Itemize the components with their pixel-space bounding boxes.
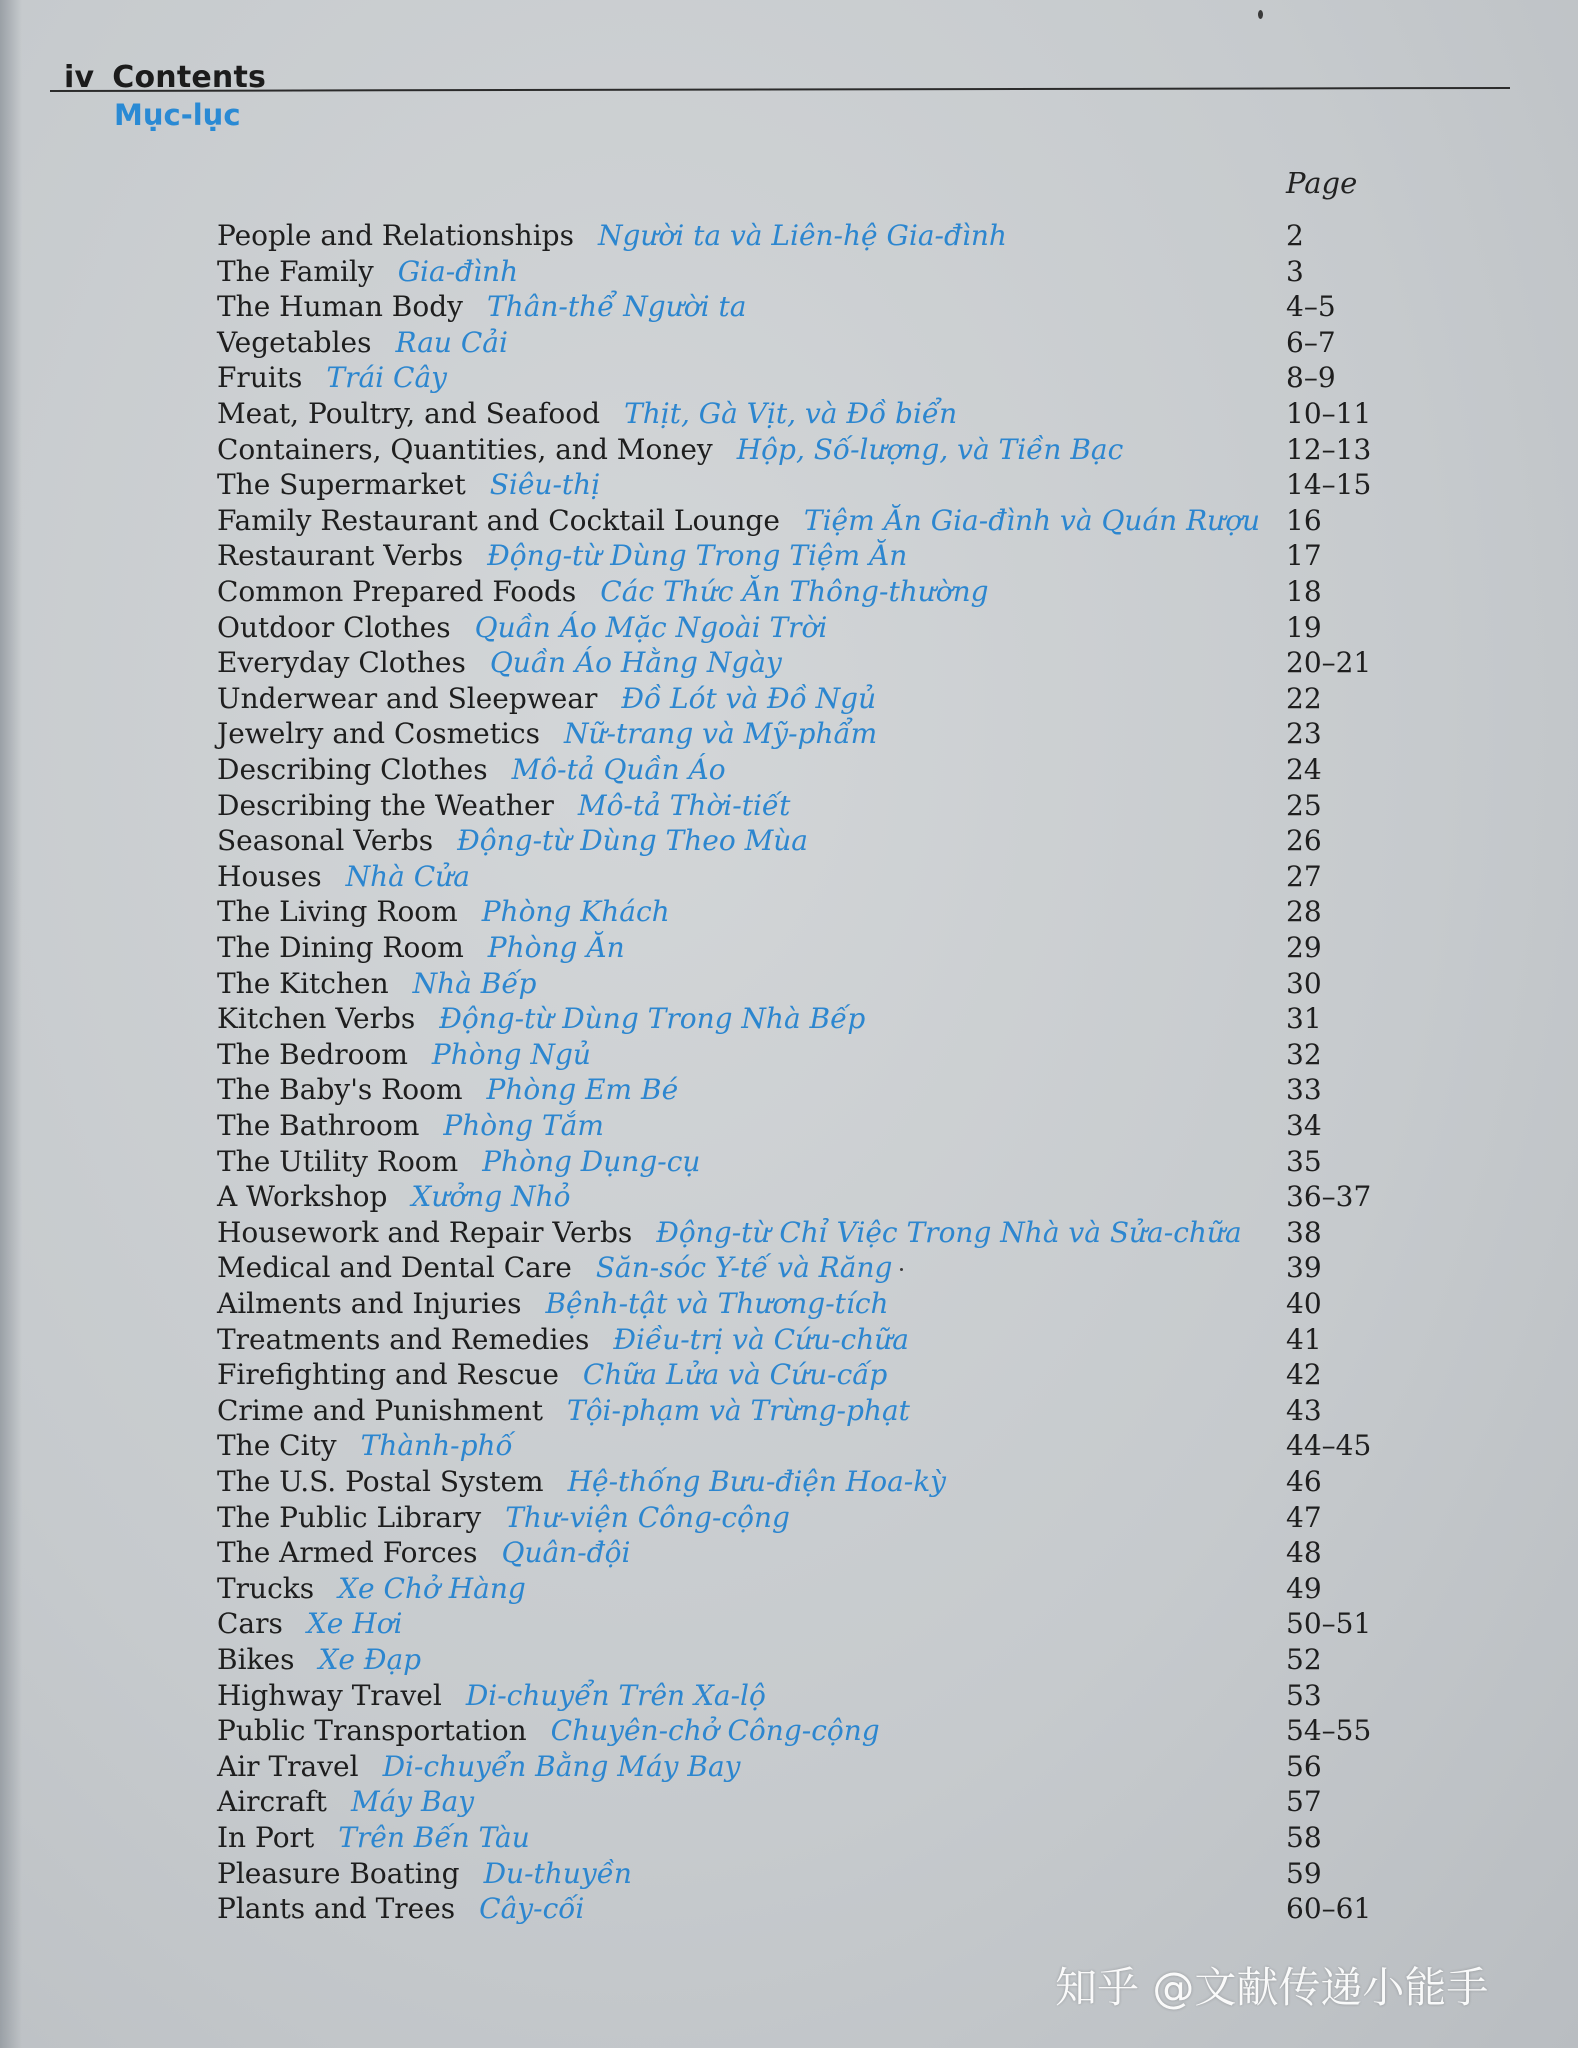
- toc-entry: [217, 1535, 630, 1571]
- toc-entry-english-title: The City: [217, 1429, 337, 1462]
- toc-entry-english-title: Fruits: [217, 361, 303, 394]
- toc-entry-page-number: 4–5: [1286, 290, 1336, 323]
- toc-entry-english-title: Air Travel: [217, 1750, 359, 1783]
- toc-entry: [217, 1571, 526, 1607]
- toc-entry-page-number: 42: [1286, 1358, 1322, 1391]
- toc-entry-english-title: The Utility Room: [217, 1145, 459, 1178]
- toc-entry: [217, 396, 957, 432]
- toc-entry-vietnamese-title: Thành-phố: [360, 1429, 513, 1462]
- toc-entry-vietnamese-title: Săn-sóc Y-tế và Răng: [595, 1251, 893, 1284]
- toc-entry: [217, 1642, 421, 1678]
- toc-entry: [217, 1749, 740, 1785]
- toc-entry-english-title: Describing Clothes: [217, 753, 488, 786]
- toc-entry-vietnamese-title: Máy Bay: [350, 1785, 475, 1818]
- toc-entry-page-number: 36–37: [1286, 1180, 1372, 1213]
- toc-entry-page-number: 60–61: [1286, 1892, 1372, 1925]
- header-title: Contents: [112, 60, 267, 95]
- toc-entry-vietnamese-title: Bệnh-tật và Thương-tích: [545, 1287, 889, 1320]
- toc-entry-english-title: Describing the Weather: [217, 789, 554, 822]
- toc-entry-english-title: The Dining Room: [217, 931, 464, 964]
- toc-entry: [217, 1215, 1242, 1251]
- page-shadow-edge: [0, 0, 22, 2048]
- toc-entry: [217, 432, 1123, 468]
- toc-entry-english-title: Treatments and Remedies: [217, 1323, 590, 1356]
- toc-entry-page-number: 59: [1286, 1857, 1322, 1890]
- toc-entry: [217, 1820, 530, 1856]
- toc-entry-english-title: Aircraft: [217, 1785, 327, 1818]
- toc-entry: [217, 752, 726, 788]
- toc-entry-english-title: Pleasure Boating: [217, 1857, 460, 1890]
- toc-entry-english-title: Ailments and Injuries: [217, 1287, 522, 1320]
- toc-entry-vietnamese-title: Di-chuyển Bằng Máy Bay: [382, 1750, 741, 1783]
- toc-entry-english-title: Meat, Poultry, and Seafood: [217, 397, 601, 430]
- toc-entry: [217, 788, 790, 824]
- vietnamese-subtitle: Mục-lục: [114, 98, 241, 132]
- toc-entry-english-title: Family Restaurant and Cocktail Lounge: [217, 504, 780, 537]
- toc-entry-english-title: The Bedroom: [217, 1038, 408, 1071]
- toc-entry-page-number: 43: [1286, 1394, 1322, 1427]
- toc-entry-english-title: Jewelry and Cosmetics: [217, 717, 540, 750]
- toc-entry-english-title: Bikes: [217, 1643, 295, 1676]
- toc-entry-vietnamese-title: Động-từ Dùng Trong Tiệm Ăn: [487, 539, 908, 572]
- toc-entry-vietnamese-title: Mô-tả Thời-tiết: [577, 789, 791, 822]
- toc-entry-page-number: 32: [1286, 1038, 1322, 1071]
- toc-entry-page-number: 3: [1286, 255, 1304, 288]
- toc-entry-page-number: 8–9: [1286, 361, 1336, 394]
- toc-entry-english-title: Plants and Trees: [217, 1892, 456, 1925]
- toc-entry-vietnamese-title: Quân-đội: [501, 1536, 631, 1569]
- toc-entry-vietnamese-title: Di-chuyển Trên Xa-lộ: [465, 1679, 766, 1712]
- toc-entry: [217, 1678, 766, 1714]
- toc-entry-vietnamese-title: Đồ Lót và Đồ Ngủ: [621, 682, 877, 715]
- toc-entry-english-title: Vegetables: [217, 326, 372, 359]
- dust-speck: [1258, 10, 1263, 19]
- toc-entry: [217, 538, 907, 574]
- toc-entry: [217, 574, 989, 610]
- dust-speck: [900, 1268, 903, 1271]
- toc-entry-english-title: Everyday Clothes: [217, 646, 466, 679]
- toc-entry-english-title: Outdoor Clothes: [217, 611, 451, 644]
- toc-entry-english-title: The Armed Forces: [217, 1536, 478, 1569]
- toc-entry: [217, 966, 536, 1002]
- toc-entry-english-title: Highway Travel: [217, 1679, 442, 1712]
- toc-entry-english-title: The U.S. Postal System: [217, 1465, 544, 1498]
- toc-entry-english-title: Seasonal Verbs: [217, 824, 434, 857]
- toc-entry-vietnamese-title: Xe Chở Hàng: [338, 1572, 526, 1605]
- toc-entry-english-title: Crime and Punishment: [217, 1394, 544, 1427]
- toc-entry-english-title: Underwear and Sleepwear: [217, 682, 598, 715]
- toc-entry: [217, 1322, 909, 1358]
- toc-entry-vietnamese-title: Trái Cây: [326, 361, 447, 394]
- toc-entry-page-number: 40: [1286, 1287, 1322, 1320]
- toc-entry-vietnamese-title: Thịt, Gà Vịt, và Đồ biển: [624, 397, 958, 430]
- toc-entry-page-number: 49: [1286, 1572, 1322, 1605]
- toc-entry-english-title: The Human Body: [217, 290, 463, 323]
- toc-entry-page-number: 38: [1286, 1216, 1322, 1249]
- toc-entry-page-number: 46: [1286, 1465, 1322, 1498]
- toc-entry-vietnamese-title: Động-từ Dùng Theo Mùa: [457, 824, 808, 857]
- toc-entry-english-title: The Family: [217, 255, 374, 288]
- toc-entry: [217, 1072, 678, 1108]
- toc-entry-vietnamese-title: Động-từ Dùng Trong Nhà Bếp: [439, 1002, 866, 1035]
- toc-entry-english-title: The Public Library: [217, 1501, 482, 1534]
- toc-entry-page-number: 54–55: [1286, 1714, 1372, 1747]
- toc-entry-vietnamese-title: Nữ-trang và Mỹ-phẩm: [563, 717, 878, 750]
- toc-entry: [217, 823, 808, 859]
- toc-entry-page-number: 23: [1286, 717, 1322, 750]
- toc-entry: [217, 325, 508, 361]
- toc-entry-english-title: Restaurant Verbs: [217, 539, 464, 572]
- toc-entry-page-number: 41: [1286, 1323, 1322, 1356]
- toc-entry-english-title: In Port: [217, 1821, 315, 1854]
- toc-entry-page-number: 17: [1286, 539, 1322, 572]
- toc-entry-page-number: 27: [1286, 860, 1322, 893]
- toc-entry-english-title: People and Relationships: [217, 219, 574, 252]
- toc-entry-page-number: 14–15: [1286, 468, 1372, 501]
- watermark-text: 知乎 @文献传递小能手: [1055, 1963, 1489, 2012]
- toc-entry-page-number: 30: [1286, 967, 1322, 1000]
- toc-entry-vietnamese-title: Chuyên-chở Công-cộng: [550, 1714, 880, 1747]
- toc-entry-vietnamese-title: Xe Đạp: [318, 1643, 422, 1676]
- toc-entry: [217, 1891, 584, 1927]
- toc-entry: [217, 1464, 946, 1500]
- toc-entry: [217, 1286, 889, 1322]
- toc-entry-page-number: 19: [1286, 611, 1322, 644]
- toc-entry: [217, 1144, 700, 1180]
- toc-entry-vietnamese-title: Chữa Lửa và Cứu-cấp: [582, 1358, 888, 1391]
- toc-entry-page-number: 47: [1286, 1501, 1322, 1534]
- toc-entry-vietnamese-title: Các Thức Ăn Thông-thường: [600, 575, 989, 608]
- toc-entry-page-number: 22: [1286, 682, 1322, 715]
- toc-entry: [217, 716, 877, 752]
- toc-entry: [217, 254, 518, 290]
- header-page-number: iv: [64, 60, 95, 95]
- toc-entry: [217, 1713, 880, 1749]
- toc-entry-english-title: Containers, Quantities, and Money: [217, 433, 713, 466]
- toc-entry-english-title: Housework and Repair Verbs: [217, 1216, 633, 1249]
- toc-entry-vietnamese-title: Thư-viện Công-cộng: [505, 1501, 790, 1534]
- toc-entry-page-number: 53: [1286, 1679, 1322, 1712]
- toc-entry-vietnamese-title: Rau Cải: [395, 326, 508, 359]
- toc-entry-english-title: Medical and Dental Care: [217, 1251, 572, 1284]
- toc-entry-english-title: The Bathroom: [217, 1109, 420, 1142]
- toc-entry-vietnamese-title: Người ta và Liên-hệ Gia-đình: [597, 219, 1007, 252]
- toc-entry-page-number: 50–51: [1286, 1607, 1372, 1640]
- toc-entry: [217, 1856, 632, 1892]
- toc-entry: [217, 1606, 403, 1642]
- toc-entry: [217, 610, 827, 646]
- toc-entry-page-number: 16: [1286, 504, 1322, 537]
- toc-entry-page-number: 28: [1286, 895, 1322, 928]
- toc-entry-english-title: Public Transportation: [217, 1714, 527, 1747]
- toc-entry-page-number: 44–45: [1286, 1429, 1372, 1462]
- toc-entry-vietnamese-title: Phòng Ngủ: [431, 1038, 591, 1071]
- toc-entry-english-title: The Baby's Room: [217, 1073, 463, 1106]
- toc-entry-english-title: Common Prepared Foods: [217, 575, 577, 608]
- toc-entry: [217, 1179, 570, 1215]
- toc-entry: [217, 467, 600, 503]
- toc-entry-page-number: 25: [1286, 789, 1322, 822]
- toc-entry-vietnamese-title: Trên Bến Tàu: [338, 1821, 530, 1854]
- toc-entry: [217, 681, 876, 717]
- toc-entry-vietnamese-title: Du-thuyền: [483, 1857, 632, 1890]
- toc-entry-page-number: 26: [1286, 824, 1322, 857]
- toc-entry-english-title: Cars: [217, 1607, 283, 1640]
- toc-entry-page-number: 35: [1286, 1145, 1322, 1178]
- toc-entry-page-number: 6–7: [1286, 326, 1336, 359]
- toc-entry-page-number: 10–11: [1286, 397, 1372, 430]
- toc-entry-vietnamese-title: Hệ-thống Bưu-điện Hoa-kỳ: [567, 1465, 947, 1498]
- toc-entry-vietnamese-title: Xưởng Nhỏ: [411, 1180, 571, 1213]
- toc-entry-english-title: Kitchen Verbs: [217, 1002, 416, 1035]
- toc-entry: [217, 930, 625, 966]
- toc-entry: [217, 1037, 591, 1073]
- toc-entry-page-number: 18: [1286, 575, 1322, 608]
- toc-entry-vietnamese-title: Tiệm Ăn Gia-đình và Quán Rượu: [803, 504, 1261, 537]
- toc-entry-vietnamese-title: Phòng Khách: [481, 895, 670, 928]
- toc-entry: [217, 218, 1007, 254]
- toc-entry-english-title: A Workshop: [217, 1180, 388, 1213]
- toc-entry-page-number: 39: [1286, 1251, 1322, 1284]
- toc-entry: [217, 360, 447, 396]
- toc-entry-english-title: Firefighting and Rescue: [217, 1358, 559, 1391]
- toc-entry: [217, 1500, 790, 1536]
- toc-entry-vietnamese-title: Gia-đình: [397, 255, 519, 288]
- toc-entry: [217, 1393, 910, 1429]
- toc-entry-page-number: 12–13: [1286, 433, 1372, 466]
- toc-entry-page-number: 33: [1286, 1073, 1322, 1106]
- toc-entry-page-number: 48: [1286, 1536, 1322, 1569]
- toc-entry-vietnamese-title: Phòng Dụng-cụ: [482, 1145, 701, 1178]
- toc-entry-vietnamese-title: Quần Áo Hằng Ngày: [489, 646, 782, 679]
- toc-entry-page-number: 31: [1286, 1002, 1322, 1035]
- toc-entry: [217, 1001, 865, 1037]
- toc-entry-vietnamese-title: Siêu-thị: [489, 468, 601, 501]
- toc-entry-page-number: 34: [1286, 1109, 1322, 1142]
- page-column-label: Page: [1286, 166, 1358, 200]
- toc-entry-vietnamese-title: Phòng Em Bé: [486, 1073, 679, 1106]
- toc-entry-page-number: 52: [1286, 1643, 1322, 1676]
- toc-entry-vietnamese-title: Động-từ Chỉ Việc Trong Nhà và Sửa-chữa: [656, 1216, 1242, 1249]
- toc-entry-vietnamese-title: Nhà Cửa: [345, 860, 470, 893]
- toc-entry-page-number: 24: [1286, 753, 1322, 786]
- toc-entry-vietnamese-title: Thân-thể Người ta: [486, 290, 747, 323]
- toc-entry: [217, 1250, 892, 1286]
- toc-entry: [217, 1784, 474, 1820]
- toc-entry-page-number: 29: [1286, 931, 1322, 964]
- toc-entry-page-number: 20–21: [1286, 646, 1372, 679]
- toc-entry-vietnamese-title: Tội-phạm và Trừng-phạt: [567, 1394, 910, 1427]
- toc-entry: [217, 645, 782, 681]
- toc-entry-english-title: Houses: [217, 860, 322, 893]
- toc-entry-vietnamese-title: Điều-trị và Cứu-chữa: [613, 1323, 909, 1356]
- toc-entry: [217, 894, 670, 930]
- toc-entry-english-title: Trucks: [217, 1572, 315, 1605]
- toc-entry-vietnamese-title: Phòng Tắm: [443, 1109, 604, 1142]
- toc-entry-vietnamese-title: Phòng Ăn: [487, 931, 625, 964]
- toc-entry-vietnamese-title: Hộp, Số-lượng, và Tiền Bạc: [736, 433, 1124, 466]
- toc-entry-vietnamese-title: Quần Áo Mặc Ngoài Trời: [474, 611, 828, 644]
- toc-entry-vietnamese-title: Mô-tả Quần Áo: [511, 753, 726, 786]
- toc-entry-english-title: The Kitchen: [217, 967, 389, 1000]
- toc-entry-page-number: 2: [1286, 219, 1304, 252]
- toc-entry: [217, 1428, 513, 1464]
- toc-entry-page-number: 58: [1286, 1821, 1322, 1854]
- toc-entry-english-title: The Supermarket: [217, 468, 466, 501]
- toc-entry-english-title: The Living Room: [217, 895, 458, 928]
- toc-entry-vietnamese-title: Nhà Bếp: [412, 967, 537, 1000]
- toc-entry-vietnamese-title: Cây-cối: [479, 1892, 585, 1925]
- toc-entry-page-number: 57: [1286, 1785, 1322, 1818]
- toc-entry: [217, 503, 1260, 539]
- toc-entry: [217, 1108, 604, 1144]
- toc-entry-page-number: 56: [1286, 1750, 1322, 1783]
- toc-entry: [217, 1357, 887, 1393]
- toc-entry-vietnamese-title: Xe Hơi: [306, 1607, 403, 1640]
- toc-entry: [217, 859, 470, 895]
- toc-entry: [217, 289, 746, 325]
- header-rule: [50, 87, 1510, 92]
